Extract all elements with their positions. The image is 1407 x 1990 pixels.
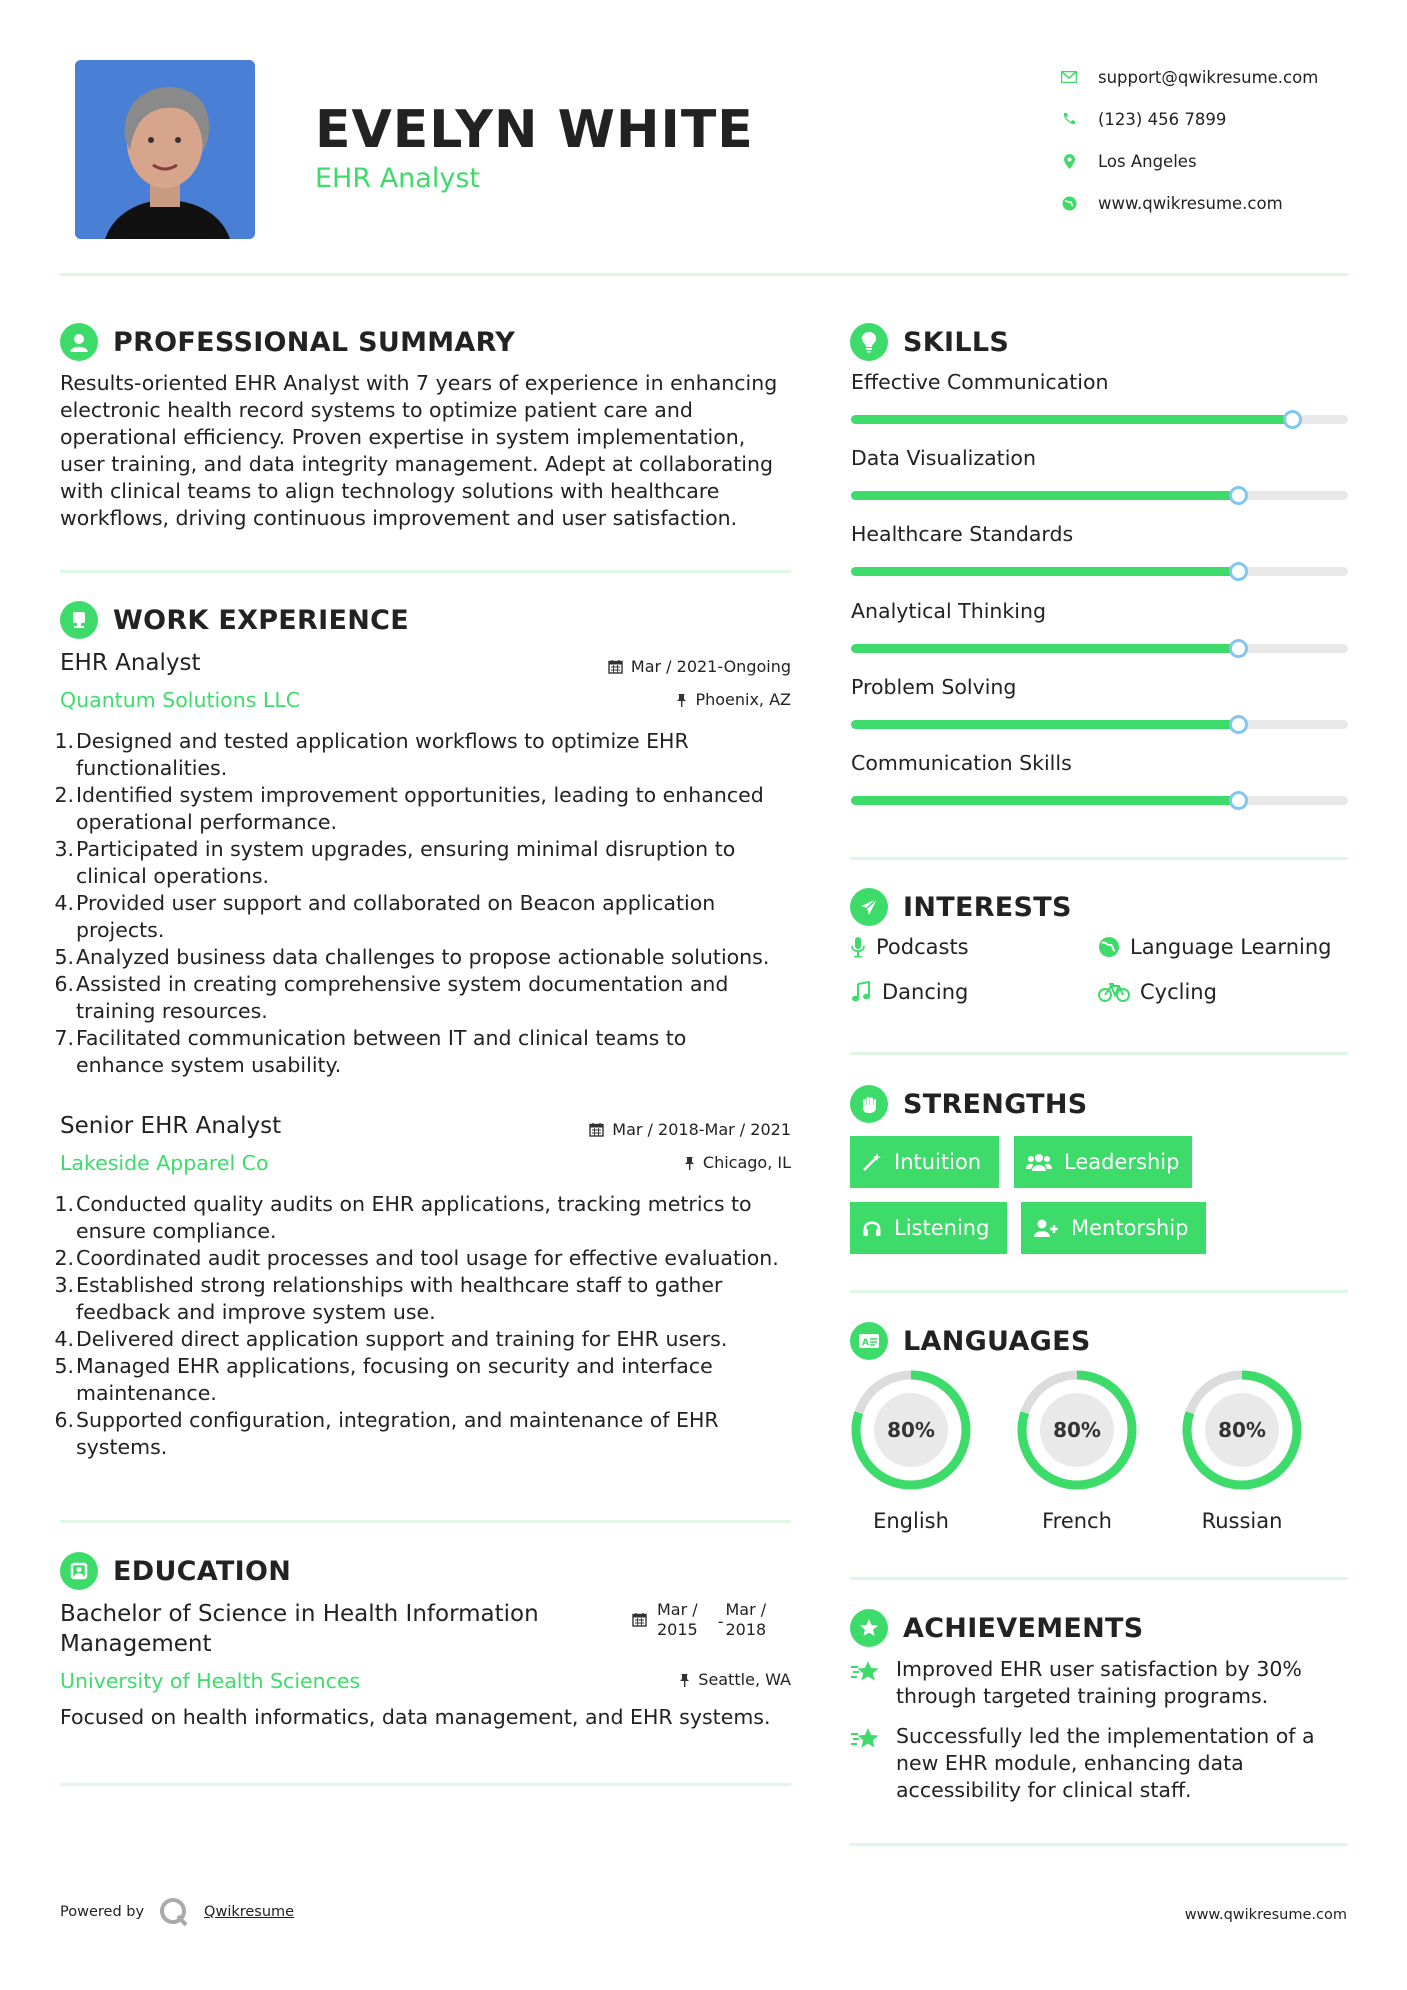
graduation-icon: [60, 1552, 98, 1590]
interest-item: [1098, 980, 1217, 1004]
skill-name: Problem Solving: [851, 674, 1017, 699]
interest-label: Dancing: [882, 980, 969, 1004]
microphone-icon: [850, 936, 866, 958]
degree-line: Bachelor of Science in Health Information: [60, 1601, 539, 1627]
strength-tag: [1014, 1136, 1192, 1188]
edu-end-date: Mar / 2018: [725, 1600, 767, 1639]
job-responsibilities: [50, 1191, 800, 1461]
globe-icon: [1050, 196, 1088, 211]
language-ring: [1180, 1368, 1304, 1492]
strengths-divider: [850, 1290, 1348, 1293]
job-dates: [500, 1120, 791, 1139]
strengths-heading: [850, 1085, 1088, 1123]
music-note-icon: [850, 981, 872, 1003]
skills-heading: [850, 323, 1009, 361]
skill-bar-knob: [1229, 562, 1248, 581]
language-ring: [849, 1368, 973, 1492]
skill-bar-fill: [851, 415, 1293, 424]
job-location-text: Chicago, IL: [702, 1153, 791, 1172]
summary-text: [60, 370, 800, 532]
summary-line: with clinical teams to align technology solutions with healthcare: [60, 479, 720, 503]
strength-tag: [850, 1202, 1007, 1254]
profile-photo: [75, 60, 255, 239]
calendar-icon: [608, 659, 623, 674]
pushpin-icon: [676, 693, 687, 707]
candidate-title: EHR Analyst: [315, 163, 480, 194]
candidate-name: EVELYN WHITE: [315, 100, 754, 160]
interest-label: Cycling: [1140, 980, 1217, 1004]
phone-icon: [1050, 112, 1088, 126]
education-title: EDUCATION: [113, 1555, 292, 1587]
language-percent: 80%: [887, 1418, 935, 1442]
brand-link[interactable]: Qwikresume: [204, 1904, 295, 1920]
skill-bar-fill: [851, 720, 1239, 729]
users-icon: [1026, 1152, 1052, 1172]
calendar-icon: [632, 1612, 647, 1627]
job-dates-text: Mar / 2018-Mar / 2021: [612, 1120, 791, 1139]
interest-label: Language Learning: [1130, 935, 1332, 959]
job-location: [500, 690, 791, 709]
job-dates-text: Mar / 2021-Ongoing: [630, 657, 791, 676]
list-item: 1. Conducted quality audits on EHR applications, tracking metrics to ensure compliance.: [54, 1192, 752, 1243]
skill-bar-knob: [1229, 715, 1248, 734]
company-name: Quantum Solutions LLC: [60, 688, 301, 712]
list-item: 5. Analyzed business data challenges to propose actionable solutions.: [54, 945, 770, 969]
language-icon: [850, 1322, 888, 1360]
education-description: Focused on health informatics, data management, and EHR systems.: [60, 1705, 771, 1729]
user-plus-icon: [1033, 1218, 1059, 1238]
skill-bar-track: [851, 720, 1348, 729]
skill-bar-knob: [1229, 486, 1248, 505]
achievements-heading: [850, 1609, 1144, 1647]
languages-title: LANGUAGES: [903, 1325, 1091, 1357]
languages-divider: [850, 1577, 1348, 1580]
skill-bar-fill: [851, 796, 1239, 805]
calendar-icon: [589, 1122, 604, 1137]
summary-line: user training, and data integrity management. Adept at collaborating: [60, 452, 773, 476]
degree-line: Management: [60, 1631, 212, 1657]
summary-divider: [60, 570, 791, 573]
map-pin-icon: [1050, 154, 1088, 169]
achievements-title: ACHIEVEMENTS: [903, 1612, 1144, 1644]
experience-title: WORK EXPERIENCE: [113, 604, 409, 636]
job-title: Senior EHR Analyst: [60, 1113, 282, 1139]
strength-label: Listening: [894, 1216, 990, 1240]
job-dates: [500, 657, 791, 676]
skill-bar-knob: [1283, 410, 1302, 429]
language-percent: 80%: [1053, 1418, 1101, 1442]
powered-by-text: Powered by: [60, 1904, 145, 1920]
skill-name: Healthcare Standards: [851, 522, 1074, 547]
pushpin-icon: [684, 1156, 695, 1170]
edu-start-date: Mar / 2015: [657, 1600, 698, 1639]
summary-line: electronic health record systems to optimize patient care and: [60, 398, 693, 422]
education-divider: [60, 1783, 791, 1786]
list-item: 2. Coordinated audit processes and tool usage for effective evaluation.: [54, 1246, 779, 1270]
interest-item: [850, 935, 969, 959]
education-dates: [632, 1600, 766, 1640]
job-location-text: Phoenix, AZ: [695, 690, 791, 709]
languages-heading: [850, 1322, 1091, 1360]
list-item: 3. Participated in system upgrades, ensuring minimal disruption to clinical operations.: [54, 837, 736, 888]
contact-email[interactable]: support@qwikresume.com: [1098, 67, 1319, 87]
pushpin-icon: [679, 1673, 690, 1687]
skills-title: SKILLS: [903, 326, 1010, 358]
skill-bar-fill: [851, 567, 1239, 576]
skill-bar-knob: [1229, 639, 1248, 658]
footer-powered-by: [60, 1896, 294, 1928]
list-item: 2. Identified system improvement opportunities, leading to enhanced operational performance.: [54, 783, 764, 834]
contact-phone-row: [1050, 98, 1318, 140]
interest-item: [850, 980, 968, 1004]
education-location-text: Seattle, WA: [698, 1670, 791, 1689]
strengths-title: STRENGTHS: [903, 1088, 1088, 1120]
list-item: 6. Assisted in creating comprehensive system documentation and training resources.: [54, 972, 729, 1023]
strength-tag: [1021, 1202, 1206, 1254]
contact-website-row: [1050, 182, 1318, 224]
skill-bar-track: [851, 491, 1348, 500]
skill-bar-fill: [851, 644, 1239, 653]
header-divider: [60, 273, 1348, 276]
language-name: Russian: [1201, 1509, 1283, 1533]
skill-bar-track: [851, 567, 1348, 576]
language-name: French: [1042, 1509, 1112, 1533]
magic-wand-icon: [862, 1152, 882, 1172]
achievement-item: [850, 1723, 1340, 1804]
list-item: 1. Designed and tested application workflows to optimize EHR functionalities.: [54, 729, 689, 780]
skill-name: Analytical Thinking: [851, 598, 1046, 623]
user-icon: [60, 323, 98, 361]
contact-phone: (123) 456 7899: [1098, 109, 1227, 129]
lightbulb-icon: [850, 323, 888, 361]
education-location: [500, 1670, 791, 1689]
skill-bar-knob: [1229, 791, 1248, 810]
skill-bar-track: [851, 415, 1348, 424]
list-item: 6. Supported configuration, integration, and maintenance of EHR systems.: [54, 1408, 719, 1459]
skill-bar-fill: [851, 491, 1239, 500]
skill-name: Effective Communication: [851, 370, 1109, 394]
list-item: 5. Managed EHR applications, focusing on security and interface maintenance.: [54, 1354, 713, 1405]
star-icon: [850, 1658, 882, 1684]
globe-icon: [1098, 936, 1120, 958]
briefcase-icon: [60, 601, 98, 639]
skill-name: Data Visualization: [851, 446, 1036, 471]
job-location: [500, 1153, 791, 1172]
interests-heading: [850, 888, 1072, 926]
language-percent: 80%: [1218, 1418, 1266, 1442]
edu-date-separator: -: [717, 1612, 724, 1631]
bicycle-icon: [1098, 981, 1130, 1003]
achievement-text: Improved EHR user satisfaction by 30% through targeted training programs.: [896, 1657, 1302, 1708]
headphones-icon: [862, 1218, 882, 1238]
experience-heading: [60, 601, 409, 639]
education-heading: [60, 1552, 291, 1590]
language-name: English: [873, 1509, 949, 1533]
company-name: Lakeside Apparel Co: [60, 1151, 269, 1175]
fist-icon: [850, 1085, 888, 1123]
qwikresume-logo-icon: [158, 1896, 190, 1928]
contact-block: [1050, 56, 1318, 224]
summary-line: workflows, driving continuous improvement and user satisfaction.: [60, 506, 738, 530]
job-responsibilities: [50, 728, 800, 1079]
svg-text:A: A: [862, 1338, 869, 1348]
strength-label: Intuition: [894, 1150, 982, 1174]
star-badge-icon: [850, 1609, 888, 1647]
achievement-item: [850, 1656, 1340, 1710]
summary-line: Results-oriented EHR Analyst with 7 years of experience in enhancing: [60, 371, 778, 395]
interest-item: [1098, 935, 1331, 959]
strength-tag: [850, 1136, 999, 1188]
interests-divider: [850, 1052, 1348, 1055]
list-item: 3. Established strong relationships with healthcare staff to gather feedback and improve system use.: [54, 1273, 723, 1324]
summary-title: PROFESSIONAL SUMMARY: [113, 326, 516, 358]
skill-bar-track: [851, 644, 1348, 653]
envelope-icon: [1050, 71, 1088, 83]
contact-location-row: [1050, 140, 1318, 182]
job-title: EHR Analyst: [60, 650, 201, 676]
language-ring: [1015, 1368, 1139, 1492]
skill-name: Communication Skills: [851, 751, 1072, 775]
footer-website[interactable]: www.qwikresume.com: [1184, 1907, 1347, 1923]
summary-heading: [60, 323, 515, 361]
achievements-divider: [850, 1843, 1348, 1846]
list-item: 4. Delivered direct application support and training for EHR users.: [54, 1327, 728, 1351]
list-item: 4. Provided user support and collaborated on Beacon application projects.: [54, 891, 716, 942]
contact-email-row: [1050, 56, 1318, 98]
summary-line: operational efficiency. Proven expertise in system implementation,: [60, 425, 746, 449]
strength-label: Leadership: [1064, 1150, 1180, 1174]
contact-location: Los Angeles: [1098, 151, 1197, 171]
experience-divider: [60, 1520, 791, 1523]
paper-plane-icon: [850, 888, 888, 926]
strength-label: Mentorship: [1071, 1216, 1189, 1240]
skills-divider: [850, 857, 1348, 860]
contact-website[interactable]: www.qwikresume.com: [1098, 193, 1283, 213]
degree-title: [60, 1599, 539, 1659]
school-name: University of Health Sciences: [60, 1669, 361, 1693]
list-item: 7. Facilitated communication between IT and clinical teams to enhance system usability.: [54, 1026, 687, 1077]
interests-title: INTERESTS: [903, 891, 1072, 923]
skill-bar-track: [851, 796, 1348, 805]
interest-label: Podcasts: [876, 935, 969, 959]
achievement-text: Successfully led the implementation of a new EHR module, enhancing data accessibility for clinical staff.: [896, 1724, 1315, 1802]
star-icon: [850, 1725, 882, 1751]
